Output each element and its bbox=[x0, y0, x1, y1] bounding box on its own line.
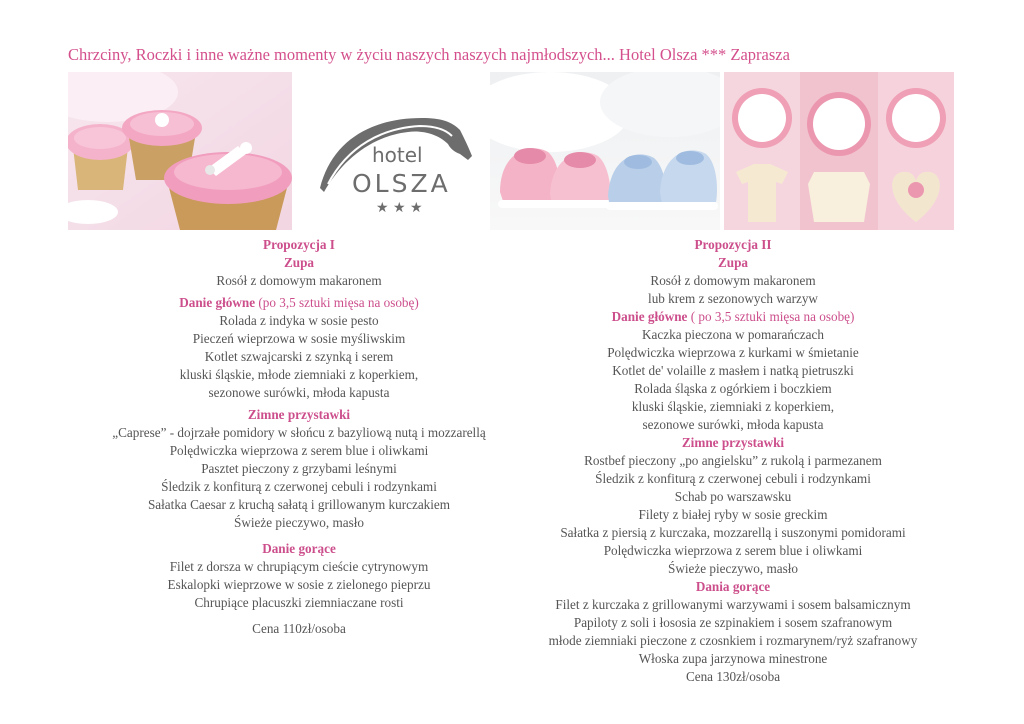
proposal-2-title: Propozycja II bbox=[694, 237, 772, 252]
proposal-2-cold-item: Polędwiczka wieprzowa z serem blue i oliwkami bbox=[603, 543, 863, 558]
proposal-2-cold-item: Sałatka z piersią z kurczaka, mozzarellą i suszonymi pomidorami bbox=[560, 525, 906, 540]
proposal-1-hot-item: Chrupiące placuszki ziemniaczane rosti bbox=[194, 595, 404, 610]
logo-stars: ★ ★ ★ bbox=[376, 200, 423, 216]
proposal-2-cold-item: Śledzik z konfiturą z czerwonej cebuli i rodzynkami bbox=[595, 471, 871, 486]
proposal-1-soup-item: Rosół z domowym makaronem bbox=[216, 273, 382, 288]
page-headline: Chrzciny, Roczki i inne ważne momenty w życiu naszych naszych najmłodszych... Hotel Olsza *** Zaprasza bbox=[68, 45, 790, 64]
proposal-1-soup-heading: Zupa bbox=[283, 255, 315, 270]
baby-shoes-photo bbox=[490, 72, 720, 230]
proposal-2-main-item: Polędwiczka wieprzowa z kurkami w śmietanie bbox=[607, 345, 859, 360]
proposal-2-cold-heading: Zimne przystawki bbox=[681, 435, 785, 450]
proposal-1-cold-heading: Zimne przystawki bbox=[247, 407, 351, 422]
proposal-1-main-item: Kotlet szwajcarski z szynką i serem bbox=[204, 349, 394, 364]
proposal-2-main-heading: Danie główne ( po 3,5 sztuki mięsa na osobę) bbox=[611, 309, 855, 324]
proposal-2-main-item: sezonowe surówki, młoda kapusta bbox=[642, 417, 824, 432]
proposal-2-hot-item: Filet z kurczaka z grillowanymi warzywami i sosem balsamicznym bbox=[555, 597, 911, 612]
proposal-2-hot-heading: Dania gorące bbox=[695, 579, 771, 594]
proposal-1-cold-item: Pasztet pieczony z grzybami leśnymi bbox=[201, 461, 397, 476]
hotel-olsza-logo bbox=[312, 100, 482, 220]
proposal-1-main-item: sezonowe surówki, młoda kapusta bbox=[208, 385, 390, 400]
proposal-2-hot-item: młode ziemniaki pieczone z czosnkiem i rozmarynem/ryż szafranowy bbox=[548, 633, 918, 648]
proposal-1-hot-item: Filet z dorsza w chrupiącym cieście cytrynowym bbox=[169, 559, 429, 574]
proposal-1-cold-item: Świeże pieczywo, masło bbox=[233, 515, 364, 530]
proposal-1-main-item: Pieczeń wieprzowa w sosie myśliwskim bbox=[192, 331, 406, 346]
logo-word-olsza: OLSZA bbox=[352, 169, 451, 198]
proposal-2-hot-item: Papiloty z soli i łososia ze szpinakiem i sosem szafranowym bbox=[573, 615, 893, 630]
proposal-1-price: Cena 110zł/osoba bbox=[252, 621, 346, 636]
proposal-1-title: Propozycja I bbox=[263, 237, 335, 252]
cookies-photo bbox=[724, 72, 954, 230]
proposal-1-main-heading: Danie główne (po 3,5 sztuki mięsa na osobę) bbox=[179, 295, 419, 310]
proposal-2-soup-heading: Zupa bbox=[717, 255, 749, 270]
proposal-2-price: Cena 130zł/osoba bbox=[685, 669, 781, 684]
cupcakes-photo bbox=[68, 72, 292, 230]
proposal-2 bbox=[500, 236, 966, 686]
proposal-1-cold-item: Sałatka Caesar z kruchą sałatą i grillowanym kurczakiem bbox=[147, 497, 451, 512]
proposal-2-cold-item: Rostbef pieczony „po angielsku” z rukolą i parmezanem bbox=[584, 453, 882, 468]
proposal-2-main-item: Kotlet de' volaille z masłem i natką pietruszki bbox=[612, 363, 854, 378]
proposal-2-main-item: Kaczka pieczona w pomarańczach bbox=[642, 327, 824, 342]
proposal-2-hot-item: Włoska zupa jarzynowa minestrone bbox=[638, 651, 828, 666]
logo-word-hotel: hotel bbox=[372, 143, 423, 167]
proposal-2-soup-item: lub krem z sezonowych warzyw bbox=[648, 291, 818, 306]
proposal-1-cold-item: Polędwiczka wieprzowa z serem blue i oliwkami bbox=[169, 443, 429, 458]
proposal-2-main-item: kluski śląskie, ziemniaki z koperkiem, bbox=[631, 399, 835, 414]
proposal-2-main-item: Rolada śląska z ogórkiem i boczkiem bbox=[634, 381, 832, 396]
proposal-1-main-item: Rolada z indyka w sosie pesto bbox=[219, 313, 379, 328]
proposal-2-cold-item: Schab po warszawsku bbox=[674, 489, 792, 504]
proposal-2-cold-item: Świeże pieczywo, masło bbox=[667, 561, 798, 576]
proposal-2-cold-item: Filety z białej ryby w sosie greckim bbox=[638, 507, 828, 522]
proposal-1-cold-item: Śledzik z konfiturą z czerwonej cebuli i rodzynkami bbox=[161, 479, 437, 494]
proposal-1-hot-heading: Danie gorące bbox=[262, 541, 336, 556]
proposal-1-hot-item: Eskalopki wieprzowe w sosie z zielonego pieprzu bbox=[167, 577, 431, 592]
proposal-1-main-item: kluski śląskie, młode ziemniaki z koperkiem, bbox=[179, 367, 419, 382]
proposal-1-cold-item: „Caprese” - dojrzałe pomidory w słońcu z bazyliową nutą i mozzarellą bbox=[112, 425, 486, 440]
proposal-2-soup-item: Rosół z domowym makaronem bbox=[650, 273, 816, 288]
proposal-1 bbox=[60, 236, 538, 638]
